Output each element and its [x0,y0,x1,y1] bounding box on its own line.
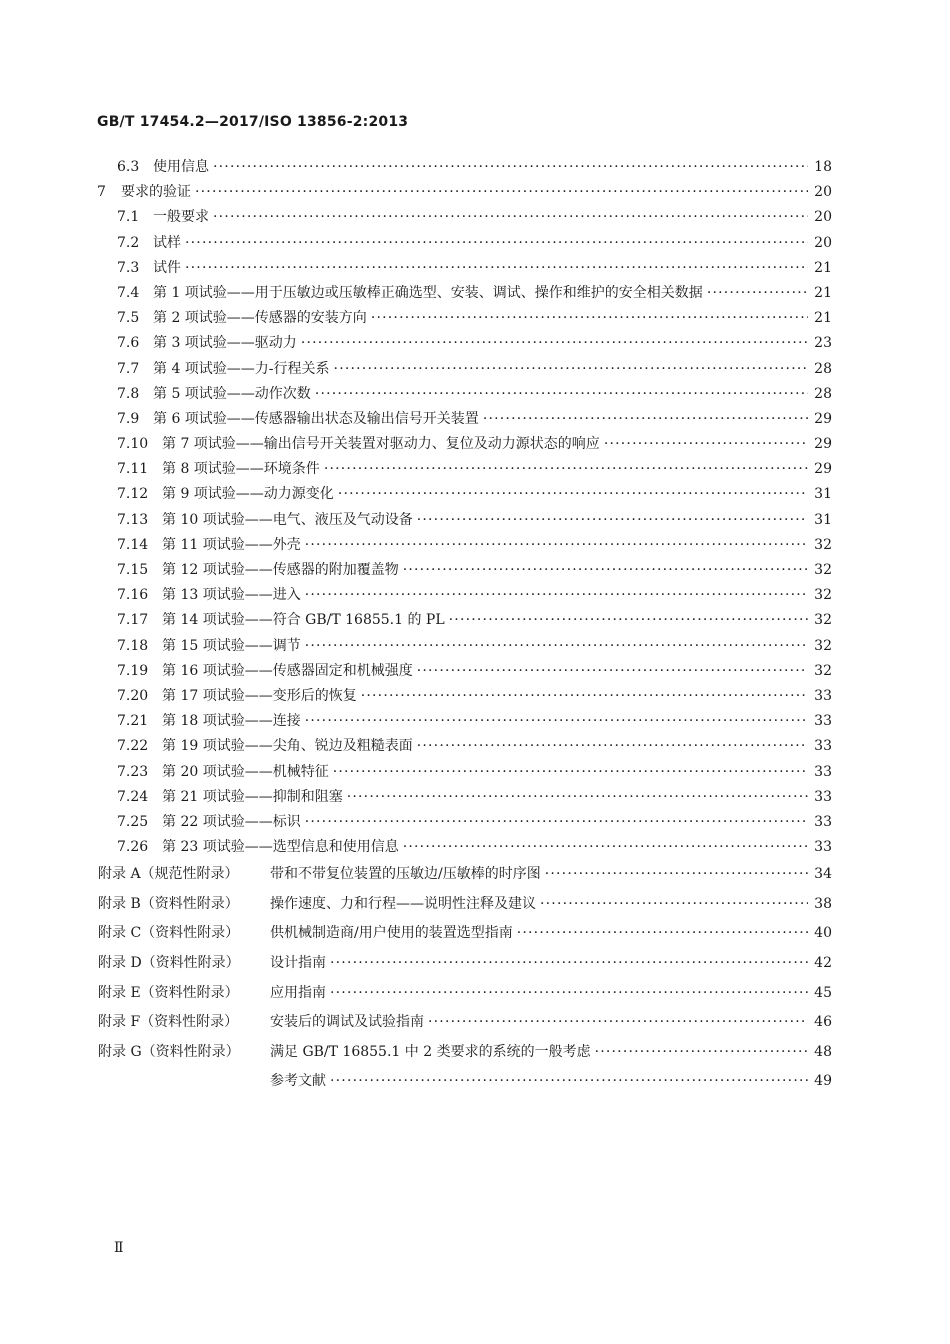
toc-entry-title: 第 8 项试验——环境条件 [162,461,320,478]
toc-entry-title: 一般要求 [153,209,209,226]
toc-entry-number: 附录 G（资料性附录） [98,1043,240,1060]
toc-entry[interactable] [0,180,950,205]
toc-entry-page: 28 [814,385,832,402]
toc-entry-title: 第 11 项试验——外壳 [162,536,301,553]
toc-entry-number: 附录 E（资料性附录） [98,984,239,1001]
toc-entry-number: 附录 D（资料性附录） [98,955,240,972]
toc-entry-page: 33 [814,738,832,755]
toc-dot-leader [301,331,808,356]
toc-dot-leader [305,810,808,835]
toc-entry-title: 安装后的调试及试验指南 [270,1014,424,1031]
toc-entry-page: 48 [814,1043,832,1060]
toc-dot-leader [707,281,808,306]
toc-entry[interactable] [0,634,950,659]
toc-entry-title: 第 5 项试验——动作次数 [153,385,311,402]
toc-entry-title: 应用指南 [270,984,326,1001]
toc-entry-page: 31 [814,486,832,503]
toc-entry-title: 第 17 项试验——变形后的恢复 [162,687,357,704]
toc-entry-title: 第 20 项试验——机械特征 [162,763,329,780]
toc-entry-title: 第 6 项试验——传感器输出状态及输出信号开关装置 [153,410,479,427]
toc-entry-title: 试样 [153,234,181,251]
toc-entry[interactable] [0,919,950,949]
toc-entry[interactable] [0,1008,950,1038]
toc-entry-page: 31 [814,511,832,528]
toc-entry-title: 带和不带复位装置的压敏边/压敏棒的时序图 [270,866,541,883]
toc-entry[interactable] [0,583,950,608]
toc-entry-page: 18 [814,159,832,175]
toc-entry[interactable] [0,760,950,785]
toc-entry-page: 33 [814,813,832,830]
toc-dot-leader [545,860,808,890]
document-header: GB/T 17454.2—2017/ISO 13856-2:2013 [97,114,409,130]
toc-dot-leader [371,306,808,331]
toc-dot-leader [334,357,808,382]
toc-entry[interactable] [0,508,950,533]
toc-entry-page: 34 [814,866,832,883]
toc-dot-leader [305,583,808,608]
toc-dot-leader [213,205,808,230]
toc-entry[interactable] [0,457,950,482]
toc-entry-number: 7.25 [117,813,149,830]
toc-entry-number: 7.24 [117,788,149,805]
toc-entry-page: 21 [814,259,832,276]
toc-entry[interactable] [0,949,950,979]
toc-entry-page: 32 [814,662,832,679]
toc-dot-leader [403,835,808,860]
toc-dot-leader [305,533,808,558]
toc-entry[interactable] [0,482,950,507]
toc-entry[interactable] [0,155,950,180]
toc-entry[interactable] [0,890,950,920]
toc-dot-leader [361,684,808,709]
toc-entry-number: 7.2 [117,234,140,251]
toc-dot-leader [333,760,808,785]
toc-entry-number: 7.13 [117,511,149,528]
toc-entry-page: 40 [814,925,832,942]
toc-dot-leader [604,432,808,457]
toc-dot-leader [338,482,808,507]
toc-entry[interactable] [0,407,950,432]
toc-entry-page: 33 [814,763,832,780]
toc-entry[interactable] [0,205,950,230]
toc-entry-title: 第 23 项试验——选型信息和使用信息 [162,839,399,856]
toc-entry-page: 20 [814,234,832,251]
toc-dot-leader [403,558,808,583]
toc-dot-leader [483,407,808,432]
toc-entry-page: 23 [814,335,832,352]
toc-entry-title: 参考文献 [270,1073,326,1090]
toc-entry-number: 7.5 [117,310,140,327]
toc-entry[interactable] [0,281,950,306]
toc-entry-page: 33 [814,788,832,805]
toc-entry-title: 第 7 项试验——输出信号开关装置对驱动力、复位及动力源状态的响应 [162,436,600,453]
toc-entry-page: 33 [814,839,832,856]
toc-entry[interactable] [0,979,950,1009]
toc-entry-number: 7.17 [117,612,149,629]
toc-entry-number: 7.19 [117,662,149,679]
toc-entry-title: 第 3 项试验——驱动力 [153,335,297,352]
toc-entry-number: 7.23 [117,763,149,780]
toc-dot-leader [428,1008,808,1038]
toc-entry-number: 7.7 [117,360,140,377]
toc-entry[interactable] [0,709,950,734]
toc-entry-number: 6.3 [117,159,140,175]
toc-entry-number: 7.11 [117,461,149,478]
toc-dot-leader [185,256,808,281]
toc-entry-number: 7.22 [117,738,149,755]
toc-entry-title: 第 4 项试验——力-行程关系 [153,360,330,377]
toc-entry-page: 20 [814,184,832,201]
toc-entry-page: 29 [814,410,832,427]
toc-entry-title: 第 18 项试验——连接 [162,713,301,730]
toc-entry-page: 32 [814,587,832,604]
toc-entry[interactable] [0,432,950,457]
toc-entry[interactable] [0,382,950,407]
toc-entry-number: 7.16 [117,587,149,604]
toc-entry-title: 第 16 项试验——传感器固定和机械强度 [162,662,413,679]
toc-entry[interactable] [0,810,950,835]
toc-entry-page: 32 [814,562,832,578]
toc-entry-title: 第 19 项试验——尖角、锐边及粗糙表面 [162,738,413,755]
toc-entry-title: 第 15 项试验——调节 [162,637,301,654]
toc-entry-title: 试件 [153,259,181,276]
toc-dot-leader [213,155,808,180]
toc-dot-leader [195,180,808,205]
toc-entry-page: 32 [814,637,832,654]
toc-entry[interactable] [0,306,950,331]
toc-entry-title: 第 12 项试验——传感器的附加覆盖物 [162,562,399,578]
toc-dot-leader [417,659,808,684]
toc-entry-number: 7.26 [117,839,149,856]
toc-entry[interactable] [0,1038,950,1068]
toc-entry-number: 7.12 [117,486,149,503]
toc-dot-leader [517,919,808,949]
toc-entry[interactable] [0,357,950,382]
toc-entry-number: 附录 B（资料性附录） [98,895,239,912]
toc-entry[interactable] [0,331,950,356]
toc-entry-title: 要求的验证 [121,184,191,201]
toc-entry-number: 7.14 [117,536,149,553]
toc-entry-page: 46 [814,1014,832,1031]
toc-entry[interactable] [0,608,950,633]
toc-entry-title: 第 1 项试验——用于压敏边或压敏棒正确选型、安装、调试、操作和维护的安全相关数据 [153,284,703,301]
toc-entry-page: 21 [814,310,832,327]
toc-entry[interactable] [0,785,950,810]
toc-entry-title: 满足 GB/T 16855.1 中 2 类要求的系统的一般考虑 [270,1043,591,1060]
toc-entry-title: 第 9 项试验——动力源变化 [162,486,334,503]
toc-dot-leader [449,608,808,633]
toc-dot-leader [330,979,808,1009]
toc-dot-leader [330,949,808,979]
toc-entry-number: 7.20 [117,687,149,704]
toc-entry-number: 7 [97,184,106,201]
toc-entry-page: 33 [814,713,832,730]
toc-entry[interactable] [0,860,950,890]
toc-entry-number: 7.9 [117,410,140,427]
toc-entry-number: 7.1 [117,209,140,226]
toc-entry[interactable] [0,231,950,256]
toc-entry-number: 附录 C（资料性附录） [98,925,240,942]
toc-entry-page: 20 [814,209,832,226]
toc-dot-leader [540,890,808,920]
toc-entry-title: 操作速度、力和行程——说明性注释及建议 [270,895,536,912]
toc-entry-title: 第 21 项试验——抑制和阻塞 [162,788,343,805]
toc-entry[interactable] [0,558,950,583]
toc-entry-page: 49 [814,1073,832,1090]
toc-entry-title: 使用信息 [153,159,209,175]
toc-dot-leader [305,709,808,734]
toc-entry-number: 7.10 [117,436,149,453]
toc-entry-title: 供机械制造商/用户使用的装置选型指南 [270,925,513,942]
toc-entry-title: 设计指南 [270,955,326,972]
toc-entry-number: 附录 A（规范性附录） [98,866,239,883]
toc-entry-page: 32 [814,612,832,629]
toc-entry-page: 42 [814,955,832,972]
toc-entry-number: 7.18 [117,637,149,654]
toc-entry-page: 32 [814,536,832,553]
toc-entry[interactable] [0,1067,950,1097]
toc-entry-number: 7.15 [117,562,149,578]
toc-entry-page: 38 [814,895,832,912]
toc-entry-number: 7.3 [117,259,140,276]
page-number: Ⅱ [114,1240,124,1256]
toc-entry-page: 33 [814,687,832,704]
toc-entry-number: 7.6 [117,335,140,352]
toc-dot-leader [330,1067,808,1097]
toc-entry[interactable] [0,835,950,860]
toc-entry[interactable] [0,256,950,281]
toc-entry-page: 29 [814,461,832,478]
toc-entry-page: 21 [814,284,832,301]
toc-entry-title: 第 10 项试验——电气、液压及气动设备 [162,511,413,528]
toc-entry-title: 第 13 项试验——进入 [162,587,301,604]
toc-entry-page: 45 [814,984,832,1001]
toc-entry-number: 7.4 [117,284,140,301]
toc-dot-leader [417,734,808,759]
toc-entry-title: 第 14 项试验——符合 GB/T 16855.1 的 PL [162,612,445,629]
toc-entry-title: 第 22 项试验——标识 [162,813,301,830]
toc-entry-page: 28 [814,360,832,377]
toc-entry-number: 7.21 [117,713,149,730]
table-of-contents [0,155,950,1097]
toc-entry-number: 7.8 [117,385,140,402]
toc-dot-leader [315,382,808,407]
toc-entry[interactable] [0,684,950,709]
toc-dot-leader [417,508,808,533]
toc-entry[interactable] [0,659,950,684]
toc-entry[interactable] [0,533,950,558]
toc-entry-title: 第 2 项试验——传感器的安装方向 [153,310,367,327]
toc-dot-leader [595,1038,808,1068]
toc-dot-leader [305,634,808,659]
toc-entry-number: 附录 F（资料性附录） [98,1014,239,1031]
toc-dot-leader [324,457,808,482]
toc-dot-leader [185,231,808,256]
toc-dot-leader [347,785,808,810]
toc-entry-page: 29 [814,436,832,453]
toc-entry[interactable] [0,734,950,759]
